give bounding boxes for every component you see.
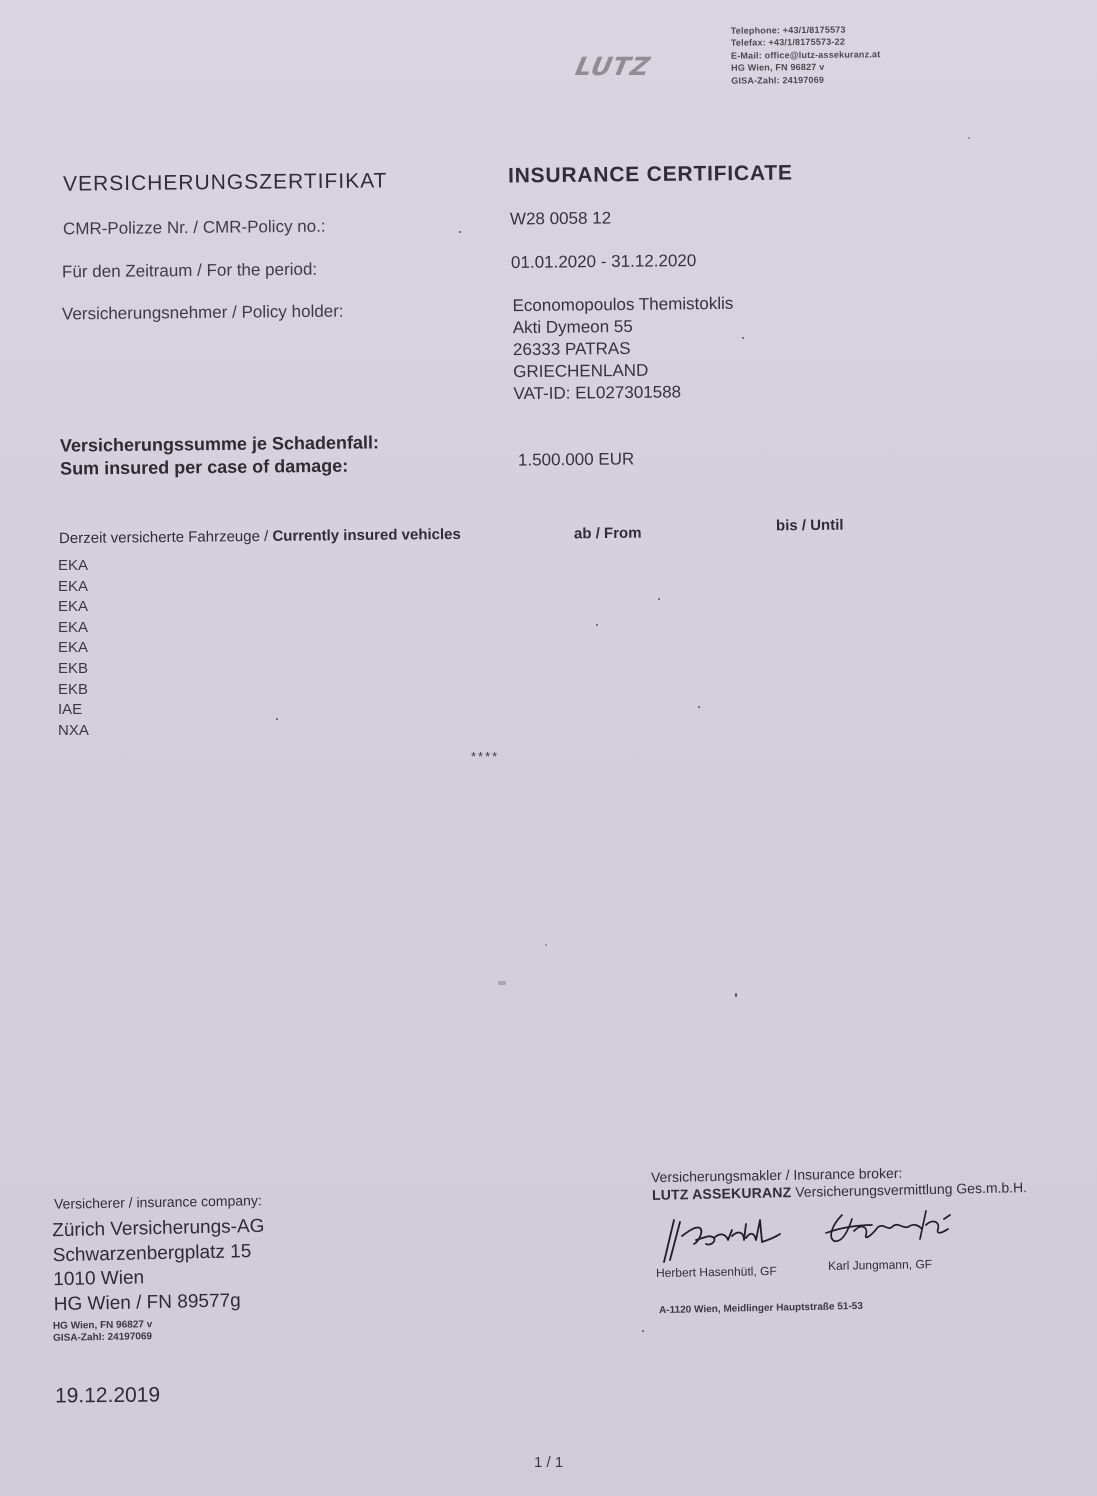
- broker-company-bold: LUTZ ASSEKURANZ: [651, 1184, 792, 1203]
- sum-label-english: Sum insured per case of damage:: [60, 455, 349, 479]
- period-label: Für den Zeitraum / For the period:: [61, 259, 318, 282]
- title-german: VERSICHERUNGSZERTIFIKAT: [62, 169, 388, 196]
- policy-number-value: W28 0058 12: [509, 208, 612, 229]
- contact-phone: Telephone: +43/1/8175573: [730, 24, 846, 36]
- scan-speck: [658, 598, 660, 600]
- period-value: 01.01.2020 - 31.12.2020: [510, 251, 697, 272]
- scan-speck: [642, 1330, 644, 1332]
- scan-speck: [459, 231, 461, 233]
- policy-holder-block: [512, 293, 734, 405]
- scan-speck: [735, 993, 737, 997]
- vehicle-item: EKA: [58, 639, 89, 657]
- lutz-logo: LUTZ: [572, 52, 654, 81]
- vehicle-list: [58, 556, 89, 741]
- broker-company-rest: Versicherungsvermittlung Ges.m.b.H.: [791, 1179, 1028, 1201]
- insurer-label: Versicherer / insurance company:: [53, 1192, 262, 1212]
- holder-city: 26333 PATRAS: [512, 338, 631, 360]
- holder-name: Economopoulos Themistoklis: [512, 293, 734, 316]
- scan-speck: [498, 981, 506, 985]
- insurer-city: 1010 Wien: [53, 1267, 145, 1291]
- vehicle-item: EKA: [58, 598, 89, 616]
- scan-speck: [276, 718, 278, 720]
- vehicles-header-english: Currently insured vehicles: [272, 525, 461, 545]
- signatory-jungmann: Karl Jungmann, GF: [827, 1257, 933, 1273]
- holder-country: GRIECHENLAND: [513, 360, 649, 382]
- from-column-header: ab / From: [573, 524, 642, 543]
- contact-fax: Telefax: +43/1/8175573-22: [730, 36, 846, 49]
- insurer-register-small: HG Wien, FN 96827 v: [52, 1319, 153, 1332]
- scan-speck: [545, 944, 547, 946]
- signature-hasenhuetl: [660, 1212, 785, 1267]
- signatory-hasenhuetl: Herbert Hasenhütl, GF: [655, 1263, 777, 1281]
- sum-insured-value: 1.500.000 EUR: [517, 449, 635, 470]
- signature-jungmann: [822, 1205, 957, 1250]
- contact-email: E-Mail: office@lutz-assekuranz.at: [730, 49, 881, 61]
- vehicle-item: EKA: [58, 618, 89, 636]
- issue-date: 19.12.2019: [54, 1383, 161, 1408]
- scan-speck: [742, 337, 744, 339]
- sum-insured-label: [60, 431, 380, 480]
- insurer-street: Schwarzenbergplatz 15: [52, 1240, 252, 1266]
- contact-register: HG Wien, FN 96827 v: [731, 62, 825, 74]
- policy-holder-label: Versicherungsnehmer / Policy holder:: [61, 301, 344, 324]
- insurer-address: [52, 1215, 266, 1317]
- holder-street: Akti Dymeon 55: [512, 316, 633, 338]
- scan-speck: [968, 137, 970, 139]
- scan-speck: [596, 624, 598, 626]
- sum-label-german: Versicherungssumme je Schadenfall:: [59, 432, 380, 456]
- insurer-small-print: [53, 1319, 153, 1345]
- vehicle-item: EKB: [58, 680, 89, 698]
- contact-block: [731, 23, 881, 87]
- vehicles-header-german: Derzeit versicherte Fahrzeuge /: [58, 527, 273, 548]
- broker-address: A-1120 Wien, Meidlinger Hauptstraße 51-53: [658, 1300, 863, 1317]
- until-column-header: bis / Until: [775, 516, 844, 535]
- title-english: INSURANCE CERTIFICATE: [507, 161, 793, 188]
- insurer-name: Zürich Versicherungs-AG: [52, 1215, 265, 1242]
- broker-label: Versicherungsmakler / Insurance broker:: [650, 1164, 903, 1186]
- policy-number-label: CMR-Polizze Nr. / CMR-Policy no.:: [62, 216, 326, 239]
- vehicle-item: EKA: [58, 557, 89, 574]
- scan-speck: [698, 706, 700, 708]
- vehicle-item: IAE: [58, 701, 83, 719]
- insurer-register: HG Wien / FN 89577g: [53, 1289, 241, 1315]
- insurer-gisa-small: GISA-Zahl: 24197069: [53, 1331, 153, 1344]
- vehicles-header: [59, 526, 461, 548]
- holder-vat-id: VAT-ID: EL027301588: [513, 382, 682, 404]
- vehicle-item: NXA: [58, 721, 89, 739]
- list-end-marker: ****: [471, 749, 500, 764]
- vehicle-item: EKB: [58, 659, 89, 677]
- page-number: 1 / 1: [534, 1454, 564, 1471]
- vehicle-item: EKA: [58, 577, 89, 595]
- contact-gisa: GISA-Zahl: 24197069: [731, 74, 825, 86]
